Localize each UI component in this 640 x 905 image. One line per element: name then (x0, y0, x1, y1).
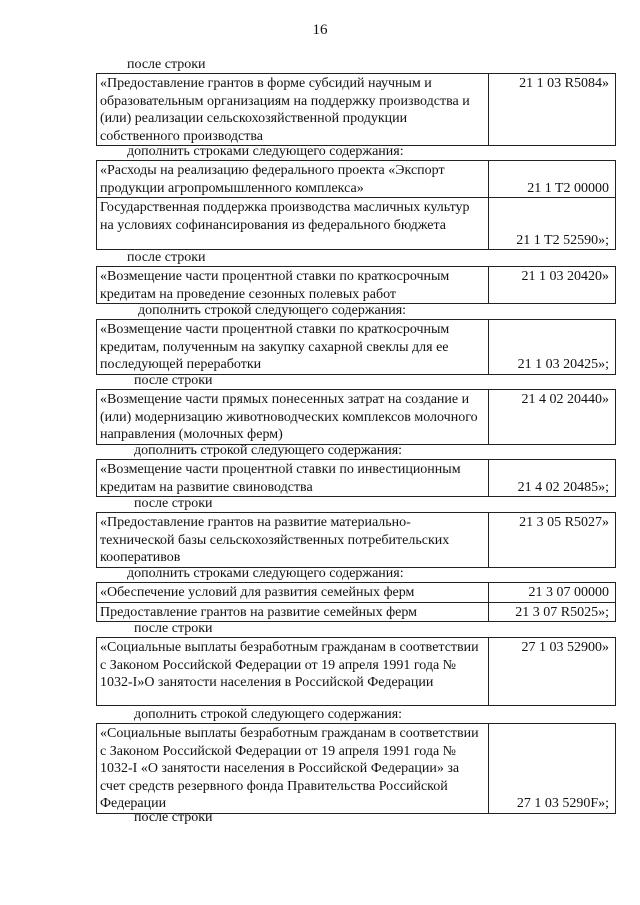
instruction-add-lines: дополнить строками следующего содержания: (127, 144, 404, 159)
table-row (97, 161, 616, 198)
budget-table (96, 160, 616, 250)
row-text: «Предоставление грантов в форме субсидий научным и образовательным организациям на поддержку производства и (или) реализации сельскохозяйственной продукции собственного производства (97, 74, 489, 146)
table-row (97, 583, 616, 603)
table-row (97, 513, 616, 568)
instruction-after-line: после строки (134, 810, 213, 825)
instruction-after-line: после строки (127, 250, 206, 265)
row-text: «Возмещение части процентной ставки по инвестиционным кредитам на развитие свиноводства (97, 460, 489, 497)
row-text: «Возмещение части процентной ставки по краткосрочным кредитам на проведение сезонных полевых работ (97, 267, 489, 304)
row-text: «Возмещение части прямых понесенных затрат на создание и (или) модернизацию животноводческих комплексов молочного направления (молочных ферм) (97, 390, 489, 445)
instruction-add-line: дополнить строкой следующего содержания: (134, 707, 403, 722)
row-code: 27 1 03 5290F»; (489, 724, 616, 814)
row-code: 21 1 T2 00000 (489, 161, 616, 198)
row-text: «Социальные выплаты безработным гражданам в соответствии с Законом Российской Федерации от 19 апреля 1991 года № 1032-I»О занятости населения в Российской Федерации (97, 638, 489, 706)
budget-table (96, 389, 616, 445)
table-row (97, 460, 616, 497)
instruction-after-line: после строки (134, 496, 213, 511)
row-code: 21 1 T2 52590»; (489, 198, 616, 250)
budget-table (96, 266, 616, 304)
instruction-add-lines: дополнить строками следующего содержания: (127, 566, 404, 581)
instruction-after-line: после строки (127, 57, 206, 72)
row-code: 21 4 02 20440» (489, 390, 616, 445)
table-row (97, 638, 616, 706)
table-row (97, 320, 616, 375)
budget-table (96, 582, 616, 622)
row-code: 21 1 03 20425»; (489, 320, 616, 375)
table-row (97, 74, 616, 146)
row-text: Государственная поддержка производства масличных культур на условиях софинансирования из федерального бюджета (97, 198, 489, 250)
row-text: «Социальные выплаты безработным гражданам в соответствии с Законом Российской Федерации от 19 апреля 1991 года № 1032-I «О занятости населения в Российской Федерации» за счет средств резервного фонда Правительства Российской Федерации (97, 724, 489, 814)
row-code: 21 4 02 20485»; (489, 460, 616, 497)
row-text: «Предоставление грантов на развитие материально-технической базы сельскохозяйственных потребительских кооперативов (97, 513, 489, 568)
table-row (97, 390, 616, 445)
row-code: 21 1 03 R5084» (489, 74, 616, 146)
row-code: 21 1 03 20420» (489, 267, 616, 304)
table-row (97, 602, 616, 622)
row-text: «Расходы на реализацию федерального проекта «Экспорт продукции агропромышленного комплекса» (97, 161, 489, 198)
budget-table (96, 319, 616, 375)
row-code: 21 3 07 R5025»; (489, 602, 616, 622)
instruction-add-line: дополнить строкой следующего содержания: (134, 443, 403, 458)
budget-table (96, 723, 616, 814)
row-code: 27 1 03 52900» (489, 638, 616, 706)
page-number: 16 (312, 22, 328, 38)
row-code: 21 3 07 00000 (489, 583, 616, 603)
instruction-after-line: после строки (134, 373, 213, 388)
instruction-after-line: после строки (134, 621, 213, 636)
row-text: «Возмещение части процентной ставки по краткосрочным кредитам, полученным на закупку сахарной свеклы для ее последующей переработки (97, 320, 489, 375)
table-row (97, 198, 616, 250)
budget-table (96, 637, 616, 706)
budget-table (96, 512, 616, 568)
budget-table (96, 73, 616, 146)
row-text: Предоставление грантов на развитие семейных ферм (97, 602, 489, 622)
instruction-add-line: дополнить строкой следующего содержания: (138, 303, 407, 318)
row-text: «Обеспечение условий для развития семейных ферм (97, 583, 489, 603)
budget-table (96, 459, 616, 497)
table-row (97, 267, 616, 304)
table-row (97, 724, 616, 814)
row-code: 21 3 05 R5027» (489, 513, 616, 568)
